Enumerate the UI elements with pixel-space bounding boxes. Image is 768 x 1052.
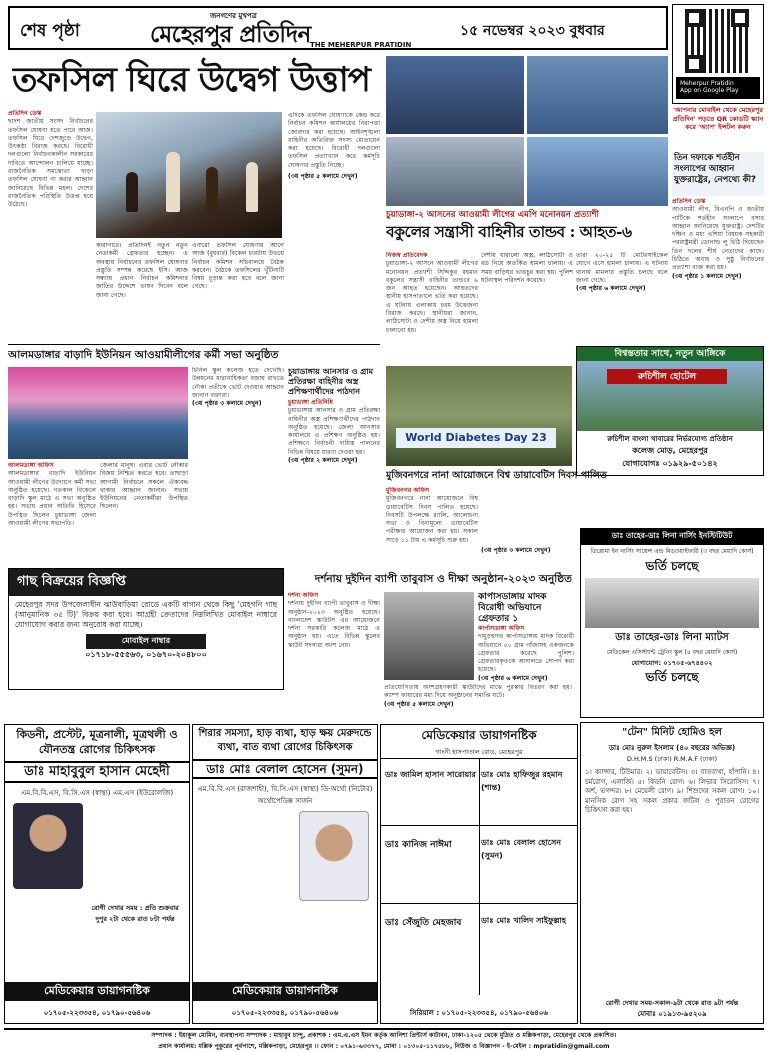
diabetes-col-1 — [386, 487, 478, 567]
alamdanga-headline: আলমডাঙ্গার বাড়াদি ইউনিয়ন আওয়ামীলীগের কর্মী সভা অনুষ্ঠিত — [8, 349, 279, 361]
nursing-sub: ডিপ্লোমা ইন নার্সিং সায়েন্স এন্ড মিডওয়াইফারী (৩ বছর মেয়াদি কোর্স) — [590, 548, 754, 555]
us-dialogue-headline: তিন দফাকে শর্তহীন সংলাপের আহ্বান যুক্তরাষ্ট্রের, নেপথ্যে কী? — [672, 152, 764, 196]
nursing-head: ডাঃ তাহের-ডাঃ লিনা নার্সিং ইনস্টিটিউট — [581, 529, 763, 545]
hotel-ad-top: বিশ্বস্ততার সাথে, নতুন আঙ্গিকে — [577, 347, 763, 361]
diagnostic-addr: গাংনী হাসপাতাল রোড, মেহেরপুর — [381, 747, 577, 759]
scout-more[interactable]: (৩য় পৃষ্ঠার ৫ কলামে দেখুন) — [384, 700, 454, 708]
hotel-line: রুচিশীল বাংলা খাবারের নির্ভরযোগ্য প্রতিষ্ঠান — [607, 435, 733, 443]
urology-doctor: ডাঃ মাহাবুবুল হাসান মেহেদী — [5, 761, 189, 783]
hotel-name: রুচিশীল হোটেল — [607, 369, 727, 384]
diabetes-photo — [386, 366, 572, 466]
ortho-degree: এম.বি.বি.এস (রাজশাহী), বি.সি.এস (স্বাস্থ্য) ডি-অর্থো (নিটোর) অর্থোপেডিক্স সার্জন — [197, 785, 373, 805]
diabetes-byline: মুজিবনগর অফিস — [386, 487, 430, 494]
tree-sale-body: মেহেরপুর সদর উপজেলাধীন ঝাউবাড়িয়া রোডে একটি বাগান থেকে কিছু 'মেহগনি গাছ (আনুমানিক ৩৫ টি)' বিক্রয় করা হবে। আগ্রহী ক্রেতাদের নিম্নলিখিত মোবাইল নাম্বারে যোগাযোগ করার জন্য অনুরোধ করা যাচ্ছে। — [15, 600, 277, 629]
ansar-story — [288, 367, 380, 566]
alamdanga-col-1 — [8, 462, 96, 566]
diagnostic-center: মেডিকেয়ার ডায়াগনষ্টিক — [421, 728, 537, 742]
ansar-headline: চুয়াডাঙ্গায় আনসার ও গ্রাম প্রতিরক্ষা বাহিনীর অস্ত্র প্রশিক্ষণার্থীদের পাঠদান — [288, 367, 374, 396]
hotel-photo — [577, 361, 763, 431]
footer-line-1: সম্পাদক : ইয়াকুল মোমিন, ব্যবস্থাপনা সম্পাদক : মাহাবুব চান্দু, প্রকাশক : এম.এ.এস ইমন কর্তৃক আনিশা প্রিন্টার্স কাটাবন, ঢাকা-১২০৫ থেকে মুদ্রিত ও মল্লিকপাড়া, মেহেরপুর থেকে প্রকাশিত। — [151, 1032, 617, 1039]
diabetes-headline: মুজিবনগরে নানা আয়োজনে বিশ্ব ডায়াবেটিস দিবস পালিত — [386, 470, 607, 481]
lead-headline: তফসিল ঘিরে উদ্বেগ উত্তাপ — [12, 60, 370, 100]
hospital-photo-2 — [527, 56, 668, 134]
diagnostic-doctor-1: ডাঃ জামিল হাসান সারোয়ার — [385, 770, 476, 779]
ortho-doctor: ডাঃ মোঃ বেলাল হোসেন (সুমন) — [193, 759, 377, 779]
nursing-admit: ভর্তি চলছে — [645, 559, 699, 573]
tree-sale-mobile-label: মোবাইল নাম্বার — [86, 634, 206, 649]
lead-byline: প্রতিদিন ডেস্ক — [8, 110, 42, 117]
hospital-photo-1 — [386, 56, 524, 134]
karpas-more[interactable]: (৩য় পৃষ্ঠার ৬ কলামে দেখুন) — [478, 674, 548, 682]
homeo-time: রোগী দেখার সময়-সকাল-৯টা থেকে রাত ৯টা পর্যন্ত — [605, 999, 739, 1007]
scout-body: দর্শনায় দুইদিন ব্যাপী তাবুবাস ও দীক্ষা অনুষ্ঠান-২০২৩ অনুষ্ঠিত হয়েছে। বাংলাদেশ স্কাউটস এর আয়োজনে দর্শনা সরকারি কলেজ মাঠে এ অনুষ্ঠান হয়। এতে বিভিন্ন স্কুলের স্কাউট সদস্যরা অংশ নেয়। — [288, 600, 380, 649]
karpas-byline: কার্পাসডাঙ্গা অফিস — [478, 625, 525, 632]
chuadanga-body: চুয়াডাঙ্গা-২ আসনে আওয়ামী লীগের মনোনয়ন প্রত্যাশী সিদ্দিকুর রহমান বকুলের সন্ত্রাসী বাহিনীর তান্ডবে ৬ জন আহত হয়েছেন। আহতদের স্থানীয় হাসপাতালে ভর্তি করা হয়েছে। এ ঘটনায় এলাকায় চরম উত্তেজনা বিরাজ করছে। স্থানীয়রা জানান, লাঠিসোটা ও দেশীয় অস্ত্র নিয়ে হামলা চালানো হয়। — [386, 260, 478, 334]
urology-phone: ০১৭০৫-২২৩৩৫৪, ০১৭৯০-৫৬৪০৬ — [43, 1009, 151, 1017]
lead-column-3: এবারো তফসিল ঘোষণার আগে আজ (বুধবার) বিকেল চারটায় উভয়ে নির্বাচন কমিশন সচিবালয়ে বৈঠক করবেন। বৈঠকে তফসিলের খুঁটিনাটি বিষয় চূড়ান্ত করা হবে বলে জানা গেছে। — [192, 242, 284, 291]
app-label: Meherpur Pratidin — [680, 80, 734, 87]
diabetes-col-2 — [481, 487, 573, 567]
chuadanga-col-1 — [386, 252, 478, 344]
urology-doctor-photo — [13, 803, 83, 889]
karpas-body: দামুড়হুদার কার্পাসডাঙ্গায় মাদক বিরোধী অভিযানে ৫০ গ্রাম গাঁজাসহ একজনকে গ্রেফতার করেছে পুলিশ। গ্রেফতারকৃতকে আদালতে সোপর্দ করা হয়েছে। — [478, 633, 574, 674]
nursing-head-2: ডাঃ তাহের-ডাঃ লিনা ম্যাটস — [615, 632, 729, 643]
hospital-photo-collage — [386, 56, 668, 206]
diagnostic-doctor-5: ডাঃ সেঁজুতি মেহজাব — [385, 918, 462, 928]
ansar-body: চুয়াডাঙ্গায় আনসার ও গ্রাম প্রতিরক্ষা বাহিনীর অস্ত্র প্রশিক্ষণার্থীদের পাঠদান অনুষ্ঠিত হয়েছে। জেলা আনসার কার্যালয়ে এ প্রশিক্ষণ অনুষ্ঠিত হয়। প্রশিক্ষণে নির্বাচনী দায়িত্ব পালনের বিভিন্ন বিষয়ে ধারণা দেওয়া হয়। — [288, 407, 380, 456]
urology-center: মেডিকেয়ার ডায়াগনষ্টিক — [5, 982, 189, 1001]
karpas-story — [478, 592, 574, 722]
app-store-label: App on Google Play — [680, 87, 739, 94]
scout-body-2: প্রতিযোগিতায় অংশগ্রহণকারী স্কাউটদের মাঝে পুরস্কার বিতরণ করা হয়। ক্যাম্প ফায়ারের মধ্য দিয়ে অনুষ্ঠানের সমাপ্তি ঘটে। — [384, 684, 572, 700]
us-dialogue-story — [672, 198, 764, 344]
lead-body-4: এদিকে তফসিল ঘোষণাকে কেন্দ্র করে নির্বাচন কমিশন কার্যালয়ের নিরাপত্তা জোরদার করা হয়েছে। আইনশৃঙ্খলা বাহিনীর অতিরিক্ত সদস্য মোতায়েন করা হয়েছে। বিরোধী দলগুলো তফসিল প্রত্যাখ্যান করে কর্মসূচি ঘোষণার প্রস্তুতি নিচ্ছে। — [288, 112, 380, 169]
homeo-phone: মোবাঃ ০১৯১৩-৯৫২০৯ — [637, 1010, 707, 1018]
us-dialogue-byline: প্রতিদিন ডেস্ক — [672, 198, 706, 205]
hotel-phone: যোগাযোগঃ ০১৯২৯-৫০১৪২ — [622, 459, 718, 468]
alamdanga-col-2: জেলার মানুষ। এবার ভোট নৌকার বিজয় নিশ্চিত করতে হবে। তাছাড়া আগামী নির্বাচনে সকলে ঐক্যবদ্ধ থাকার আহ্বান জানান। সভায় ইউনিয়নের নেতাকর্মীরা উপস্থিত ছিলেন। — [100, 462, 188, 511]
diagnostic-doctor-2: ডাঃ মোঃ হাফিজুর রহমান (শান্ত) — [481, 770, 563, 792]
ortho-top: শিরার সমস্যা, হাড় ব্যথা, হাড় ক্ষয় মেরুদন্ডে ব্যথা, বাত ব্যথা রোগের চিকিৎসক — [198, 728, 372, 753]
karpas-headline: কার্পাসডাঙ্গায় মাদক বিরোধী অভিযানে গ্রেফতার ১ — [478, 592, 547, 624]
us-dialogue-body: আওয়ামী লীগ, বিএনপি ও জাতীয় পার্টিকে শর্তহীন সংলাপে বসার আহ্বান জানিয়েছে যুক্তরাষ্ট্র। দেশটির দক্ষিণ ও মধ্য এশিয়া বিষয়ক সহকারী পররাষ্ট্রমন্ত্রী ডোনাল্ড লু চিঠি দিয়েছেন তিন দলের শীর্ষ নেতাদের কাছে। চিঠিতে অবাধ ও সুষ্ঠু নির্বাচনের প্রত্যাশা ব্যক্ত করা হয়। — [672, 206, 764, 272]
diabetes-banner: World Diabetes Day 23 — [396, 428, 556, 448]
qr-code-icon[interactable] — [685, 9, 749, 73]
us-dialogue-more[interactable]: (৩য় পৃষ্ঠার ১ কলামে দেখুন) — [672, 272, 742, 280]
diabetes-more[interactable]: (৩য় পৃষ্ঠার ৩ কলামে দেখুন) — [481, 547, 551, 554]
hotel-ad[interactable] — [576, 346, 764, 476]
chuadanga-col-2: দেশীয় ধারালো অস্ত্র, লাঠিসোটা ও রড নিয়ে অতর্কিত হামলা চালায়। এ সময় বাড়িঘর ভাঙচুর করা হয়। পুলিশ ঘটনাস্থল পরিদর্শন করেছে। — [481, 252, 573, 284]
app-promo — [672, 4, 764, 104]
google-play-badge[interactable] — [676, 77, 760, 99]
paper-name: মেহেরপুর প্রতিদিন — [150, 21, 311, 48]
alamdanga-photo — [8, 367, 188, 459]
lead-body-1: ছাদশ জাতীয় সংসদ নির্বাচনের তফসিল ঘোষণা হতে পারে আজ। তফসিল ঘিরে দেশজুড়ে উদ্বেগ, উৎকণ্ঠা বিরাজ করছে। বিরোধী দলগুলো নির্বাচনকালীন সরকারের দাবিতে আন্দোলন চালিয়ে যাচ্ছে। রাজনৈতিক সমঝোতা ছাড়া তফসিল ঘোষণা না করার আহ্বান জানিয়েছে বিভিন্ন মহল। দেশের রাজনৈতিক পরিস্থিতি উত্তপ্ত হয়ে উঠেছে। — [8, 118, 93, 209]
alamdanga-byline: আলমডাঙ্গা অফিস — [8, 462, 54, 469]
nursing-photo — [585, 578, 759, 628]
issue-date: ১৫ নভেম্বর ২০২৩ বুধবার — [460, 23, 605, 39]
chuadanga-body-3: তারা ২০-২৫ টি মোটরসাইকেল যোগে এসে হামলা চালায়। এ ঘটনায় থানায় মামলার প্রস্তুতি চলছে বলে জানা গেছে। — [576, 252, 668, 284]
section-label: শেষ পৃষ্ঠা — [20, 21, 80, 41]
alamdanga-col-3 — [192, 367, 284, 566]
chuadanga-byline: নিজস্ব প্রতিবেদক — [386, 252, 428, 259]
alamdanga-more[interactable]: (৩য় পৃষ্ঠার ৩ কলামে দেখুন) — [192, 400, 262, 408]
lead-more[interactable]: (৩য় পৃষ্ঠার ৫ কলামে দেখুন) — [288, 173, 358, 181]
ortho-phone: ০১৭০৫-২২৩৩৫৪, ০১৭৯০-৫৬৪০৬ — [231, 1009, 339, 1017]
scout-photo — [384, 592, 474, 680]
hotel-addr: কলেজ মোড়, মেহেরপুর — [632, 446, 708, 455]
homeo-head: "টেন" মিনিট হোমিও হল — [622, 727, 722, 738]
urology-top: কিডনী, প্রস্টেট, মূত্রনালী, মূত্রথলী ও যৌনতন্ত্র রোগের চিকিৎসক — [16, 728, 178, 756]
hospital-photo-4 — [527, 137, 668, 206]
diagnostic-doctor-6: ডাঃ মোঃ খালিদ সাইফুল্লাহ — [481, 916, 566, 925]
nursing-ad[interactable] — [580, 528, 764, 718]
homeo-body: ১। ক্যান্সার, টিউমার। ২। ডায়াবেটিস। ৩। বাতব্যথা, হাঁপানি। ৪। চর্মরোগ, এলার্জি। ৫। কিডনি রোগ। ৬। লিভার সিরোসিস। ৭। অর্শ, ভগন্দর। ৮। মেয়েলী রোগ। ৯। শিশুদের সকল রোগ। ১০। মানসিক রোগ সহ সকল প্রকার জটিল ও পুরাতন রোগের চিকিৎসা করা হয়। — [585, 768, 759, 814]
masthead-tagline: জনগণের মুখপত্র — [210, 12, 257, 20]
tree-sale-mobile: ০১৭১৮-৫৫৫৬৩, ০১৬৭০-২০৪৮০০ — [85, 650, 207, 659]
alamdanga-body-3: চিনিল স্কুল কলেজ হতে দেখেছি। উন্নয়নের ধারাবাহিকতা বজায় রাখতে নৌকা প্রতীকে ভোট দেওয়ার আহ্বান জানান বক্তারা। — [192, 367, 284, 399]
scout-col-1 — [288, 592, 380, 722]
diagnostic-ad[interactable] — [380, 724, 578, 1024]
chuadanga-kicker: চুয়াডাঙ্গা-২ আসনের আওয়ামী লীগের এমপি মনোনয়ন প্রত্যাশী — [386, 210, 599, 220]
diagnostic-doctor-4: ডাঃ মোঃ বেলাল হোসেন (সুমন) — [481, 838, 562, 860]
scout-byline: দর্শনা অফিস — [288, 592, 319, 599]
nursing-admit-2: ভর্তি চলছে — [645, 670, 699, 684]
ansar-byline: চুয়াডাঙ্গা প্রতিনিধি — [288, 399, 333, 406]
chuadanga-more[interactable]: (৩য় পৃষ্ঠার ৬ কলামে দেখুন) — [576, 285, 646, 293]
diagnostic-doctor-3: ডাঃ কানিজ নাঈমা — [385, 840, 452, 850]
alamdanga-body: আলমডাঙ্গার বাড়াদি ইউনিয়ন আওয়ামী লীগের উদ্যোগে কর্মী সভা অনুষ্ঠিত হয়েছে। গতকাল বিকেলে বাড়াদি স্কুল মাঠে এ সভা অনুষ্ঠিত হয়। সভায় প্রধান অতিথি হিসেবে উপস্থিত ছিলেন চুয়াডাঙ্গা জেলা আওয়ামী লীগের সভাপতি। — [8, 470, 96, 528]
hospital-photo-3 — [386, 137, 524, 206]
lead-column-1 — [8, 110, 93, 340]
footer — [4, 1028, 764, 1050]
app-promo-text: 'আপনার মোবাইল থেকে মেহেরপুর প্রতিদিন' পড়তে QR কোডটি স্ক্যান করে 'অ্যাপ' ইন্সটল করুন — [672, 106, 764, 131]
lead-column-4 — [288, 112, 380, 340]
chuadanga-headline: বকুলের সন্ত্রাসী বাহিনীর তান্ডব : আহত-৬ — [386, 222, 632, 241]
urology-time: রোগী দেখার সময় : প্রতি শুক্রবার দুপুর ২টা থেকে রাত ৮টা পর্যন্ত — [91, 904, 179, 923]
diagnostic-phone: সিরিয়াল : ০১৭০৫-২২৩৩৫৪, ০১৭৯০-৫৬৪০৬ — [410, 1009, 548, 1017]
ansar-more[interactable]: (৩য় পৃষ্ঠার ২ কলামে দেখুন) — [288, 457, 358, 465]
nursing-sub-2: মেডিকেল এসিস্ট্যান্ট ট্রেনিং স্কুল (৪ বছর মেয়াদি কোর্স) — [606, 649, 738, 656]
tree-sale-title: গাছ বিক্রয়ের বিজ্ঞপ্তি — [9, 569, 283, 596]
scout-headline: দর্শনায় দুইদিন ব্যাপী তাবুবাস ও দীক্ষা অনুষ্ঠান-২০২৩ অনুষ্ঠিত — [314, 573, 572, 585]
paper-name-en: THE MEHERPUR PRATIDIN — [310, 41, 412, 49]
homeo-degree: D.H.M.S (ঢাকা) R.M.A.F (ঢাকা) — [626, 755, 718, 763]
chess-photo — [96, 112, 282, 238]
lead-column-2: কারাগারে। প্রতিদিনই নতুন নতুন নেতাকর্মী গ্রেফতার হচ্ছেন। এ অবস্থায় নির্বাচনের তফসিল ঘোষণার প্রস্তুতি সম্পন্ন করেছে ইসি। আজ সন্ধ্যায় প্রধান নির্বাচন কমিশনার জাতির উদ্দেশে ভাষণ দিবেন বলে জানা গেছে। — [96, 242, 188, 299]
chuadanga-col-3 — [576, 252, 668, 344]
urology-degree: এম.বি.বি.এস, বি.সি.এস (স্বাস্থ্য) এম.এস (ইউরোলজি) — [20, 789, 174, 797]
footer-line-2: প্রধান কার্যালয়: মল্লিক পুকুরের পূর্বপাশে, মল্লিকপাড়া, মেহেরপুর ।। ফোন : ০৭৯১-৬৩৩৭৭, মোবা : ০১৩০৫-১১৭৫৮৮, নিউজ ও বিজ্ঞাপন - ই-মেইল : mpratidin@gmail.com — [158, 1043, 610, 1050]
ortho-center: মেডিকেয়ার ডায়াগনষ্টিক — [193, 982, 377, 1001]
homeo-ad[interactable] — [580, 722, 764, 1024]
diabetes-body: মুজিবনগরে নানা আয়োজনে বিশ্ব ডায়াবেটিস দিবস পালিত হয়েছে। দিবসটি উপলক্ষে র‌্যালি, আলোচনা সভা ও বিনামূল্যে ডায়াবেটিস পরীক্ষার আয়োজন করা হয়। সকাল সাড়ে ১১ টায় এ কর্মসূচি শুরু হয়। — [386, 495, 478, 544]
urology-ad[interactable] — [4, 724, 190, 1024]
ortho-ad[interactable] — [192, 724, 378, 1024]
ortho-doctor-photo — [299, 811, 369, 901]
homeo-doctor: ডাঃ মোঃ নুরুল ইসলাম (৪০ বছরের অভিজ্ঞ) — [608, 744, 736, 752]
nursing-contact: যোগাযোগ: ০১৭০৫-৬৭৪৪০২ — [631, 659, 713, 667]
masthead — [8, 6, 668, 50]
